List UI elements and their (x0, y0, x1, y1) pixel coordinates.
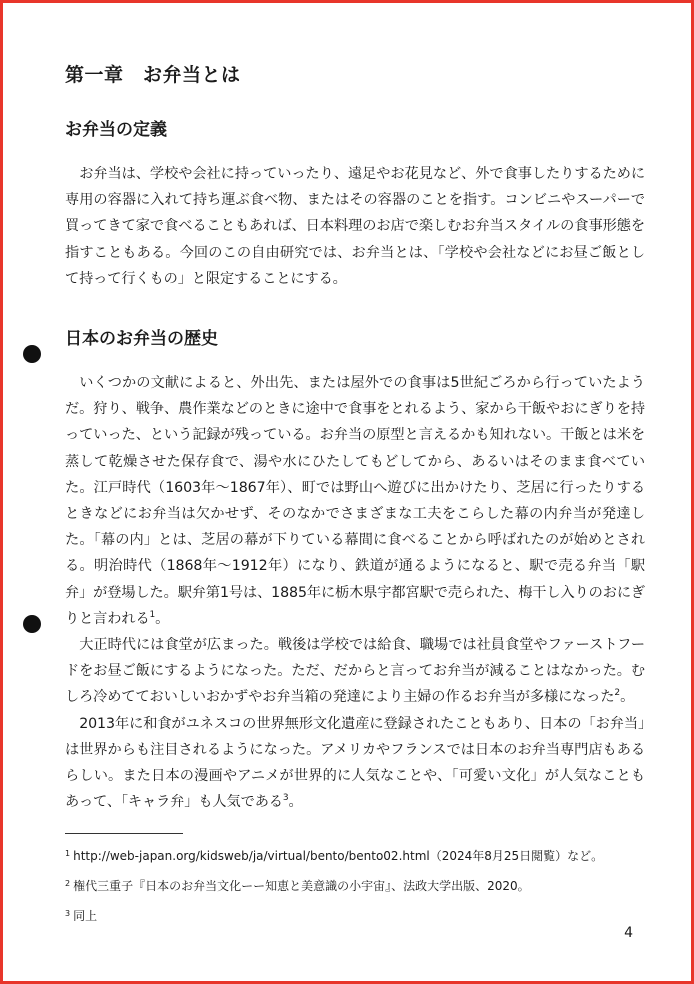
section-title-history: 日本のお弁当の歴史 (65, 329, 218, 350)
footnote-2 (65, 874, 645, 896)
footnote-3 (65, 904, 645, 926)
page-number: 4 (624, 925, 633, 941)
paragraph-text: いくつかの文献によると、外出先、または屋外での食事は5世紀ごろから行っていたようだ。狩り、戦争、農作業などのときに途中で食事をとれるよう、家から干飯やおにぎりを持っていった、という記録が残っている。お弁当の原型と言えるかも知れない。干飯とは米を蒸して乾燥させた保存食で、湯や水にひたしてもどしてから、あるいはそのまま食べていた。江戸時代（1603年〜1867年）、町では野山へ遊びに出かけたり、芝居に行ったりするときなどにお弁当は欠かせず、そのなかでさまざまな工夫をこらした幕の内弁当が発達した。「幕の内」とは、芝居の幕が下りている幕間に食べることから呼ばれたのが始めとされる。明治時代（1868年〜1912年）になり、鉄道が通るようになると、駅で売る弁当「駅弁」が登場した。駅弁第1号は、1885年に栃木県宇都宮駅で売られた、梅干し入りのおにぎりと言われる (65, 375, 645, 627)
footnote-ref: 2 (614, 688, 621, 699)
footnote-mark: 2 (65, 879, 71, 889)
footnote-mark: 3 (65, 909, 71, 919)
section-title-definition: お弁当の定義 (65, 120, 167, 140)
footnote-ref: 1 (149, 609, 156, 620)
punch-hole (23, 345, 41, 363)
footnote-1 (65, 844, 645, 866)
chapter-title: 第一章 お弁当とは (65, 64, 241, 86)
paragraph-definition: お弁当は、学校や会社に持っていったり、遠足やお花見など、外で食事したりするために専用の容器に入れて持ち運ぶ食べ物、またはその容器のことを指す。コンビニやスーパーで買ってきて家で食べることもあれば、日本料理のお店で楽しむお弁当スタイルの食事形態を指すこともある。今回のこの自由研究では、お弁当とは、「学校や会社などにお昼ご飯として持って行くもの」と限定することにする。 (65, 166, 645, 287)
punch-hole (23, 615, 41, 633)
page-content (65, 61, 645, 934)
paragraph-text: 2013年に和食がユネスコの世界無形文化遺産に登録されたこともあり、日本の「お弁当」は世界からも注目されるようになった。アメリカやフランスでは日本のお弁当専門店もあるらしい。また日本の漫画やアニメが世界的に人気なことや、「可愛い文化」が人気なこともあって、「キャラ弁」も人気である (65, 715, 645, 811)
footnote-mark: 1 (65, 849, 71, 859)
footnote-text: 権代三重子『日本のお弁当文化ーー知恵と美意識の小宇宙』、法政大学出版、2020。 (73, 879, 530, 894)
footnote-ref: 3 (282, 793, 289, 804)
paragraph-history-1: いくつかの文献によると、外出先、または屋外での食事は5世紀ごろから行っていたようだ。狩り、戦争、農作業などのときに途中で食事をとれるよう、家から干飯やおにぎりを持っていった、という記録が残っている。お弁当の原型と言えるかも知れない。干飯とは米を蒸して乾燥させた保存食で、湯や水にひたしてもどしてから、あるいはそのまま食べていた。江戸時代（1603年〜1867年）、町では野山へ遊びに出かけたり、芝居に行ったりするときなどにお弁当は欠かせず、そのなかでさまざまな工夫をこらした幕の内弁当が発達した。「幕の内」とは、芝居の幕が下りている幕間に食べることから呼ばれたのが始めとされる。明治時代（1868年〜1912年）になり、鉄道が通るようになると、駅で売る弁当「駅弁」が登場した。駅弁第1号は、1885年に栃木県宇都宮駅で売られた、梅干し入りのおにぎりと言われる$^1$。 (65, 375, 645, 627)
paragraph-history-3: 2013年に和食がユネスコの世界無形文化遺産に登録されたこともあり、日本の「お弁当」は世界からも注目されるようになった。アメリカやフランスでは日本のお弁当専門店もあるらしい。また日本の漫画やアニメが世界的に人気なことや、「可愛い文化」が人気なこともあって、「キャラ弁」も人気である$^3$。 (65, 715, 645, 811)
footnote-text: http://web-japan.org/kidsweb/ja/virtual/bento/bento02.html（2024年8月25日閲覧）など。 (73, 849, 604, 864)
paragraph-text: 大正時代には食堂が広まった。戦後は学校では給食、職場では社員食堂やファーストフードをお昼ご飯にするようになった。ただ、だからと言ってお弁当が減ることはなかった。むしろ冷めてておいしいおかずやお弁当箱の発達により主婦の作るお弁当が多様になった (65, 637, 645, 706)
footnote-text: 同上 (73, 909, 98, 924)
footnote-divider (65, 833, 183, 834)
paragraph-history-2: 大正時代には食堂が広まった。戦後は学校では給食、職場では社員食堂やファーストフードをお昼ご飯にするようになった。ただ、だからと言ってお弁当が減ることはなかった。むしろ冷めてておいしいおかずやお弁当箱の発達により主婦の作るお弁当が多様になった$^2$。 (65, 637, 645, 706)
